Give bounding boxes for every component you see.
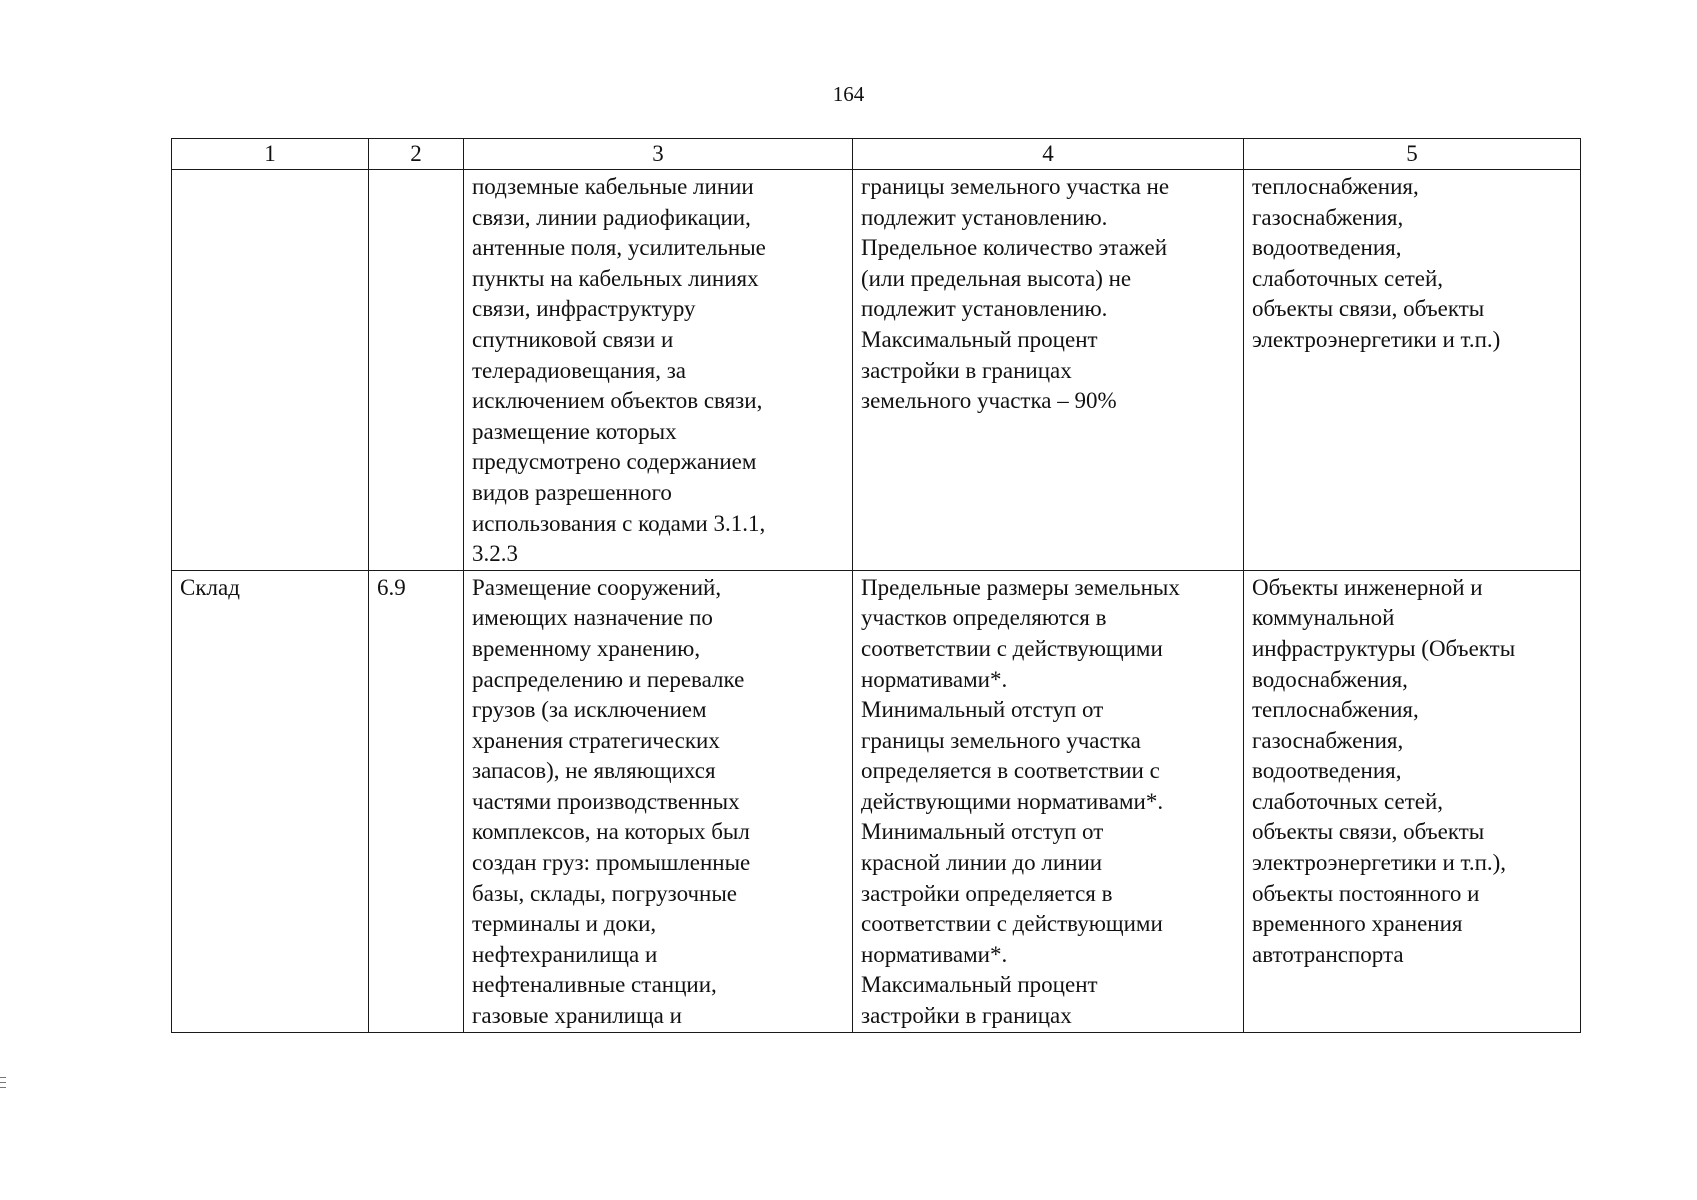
table-header [172, 139, 1581, 170]
column-header-2: 2 [369, 139, 464, 170]
column-header-3: 3 [464, 139, 853, 170]
cell-text: Предельные размеры земельных участков определяются в соответствии с действующими нормативами*. Минимальный отступ от границы земельного участка определяется в соответствии с действующими нормативами*. Минимальный отступ от красной линии до линии застройки определяется в соответствии с действующими нормативами*. Максимальный процент застройки в границах [861, 574, 1180, 1029]
cell-use-description [464, 170, 853, 571]
cell-text: Размещение сооружений, имеющих назначение по временному хранению, распределению и перевалке грузов (за исключением хранения стратегических запасов), не являющихся частями производственных комплексов, на которых был создан груз: промышленные базы, склады, погрузочные терминалы и доки, нефтехранилища и нефтеналивные станции, газовые хранилища и [472, 574, 751, 1029]
column-header-4: 4 [853, 139, 1244, 170]
table-row [172, 170, 1581, 571]
cell-auxiliary-uses [1244, 170, 1581, 571]
cell-auxiliary-uses [1244, 570, 1581, 1032]
cell-parameters [853, 170, 1244, 571]
cell-text: границы земельного участка не подлежит установлению. Предельное количество этажей (или предельная высота) не подлежит установлению. Максимальный процент застройки в границах земельного участка – 90% [861, 174, 1170, 414]
column-header-5: 5 [1244, 139, 1581, 170]
cell-use-name [172, 170, 369, 571]
column-header-1: 1 [172, 139, 369, 170]
cell-use-code [369, 170, 464, 571]
cell-parameters [853, 570, 1244, 1032]
document-table [171, 138, 1581, 1033]
cell-text: Объекты инженерной и коммунальной инфраструктуры (Объекты водоснабжения, теплоснабжения, газоснабжения, водоотведения, слаботочных сетей, объекты связи, объекты электроэнергетики и т.п.), объекты постоянного и временного хранения автотранспорта [1252, 574, 1516, 967]
cell-text: теплоснабжения, газоснабжения, водоотведения, слаботочных сетей, объекты связи, объекты электроэнергетики и т.п.) [1252, 174, 1501, 352]
table-body [172, 170, 1581, 1033]
cell-text: Склад [180, 574, 240, 600]
cell-text: 6.9 [377, 574, 406, 600]
cell-use-name [172, 570, 369, 1032]
cell-use-description [464, 570, 853, 1032]
table-row [172, 570, 1581, 1032]
page-number: 164 [832, 82, 865, 106]
header-row [172, 139, 1581, 170]
scan-margin-mark [0, 1077, 6, 1091]
cell-use-code [369, 570, 464, 1032]
cell-text: подземные кабельные линии связи, линии радиофикации, антенные поля, усилительные пункты на кабельных линиях связи, инфраструктуру спутниковой связи и телерадиовещания, за исключением объектов связи, размещение которых предусмотрено содержанием видов разрешенного использования с кодами 3.1.1, 3.2.3 [472, 174, 766, 567]
